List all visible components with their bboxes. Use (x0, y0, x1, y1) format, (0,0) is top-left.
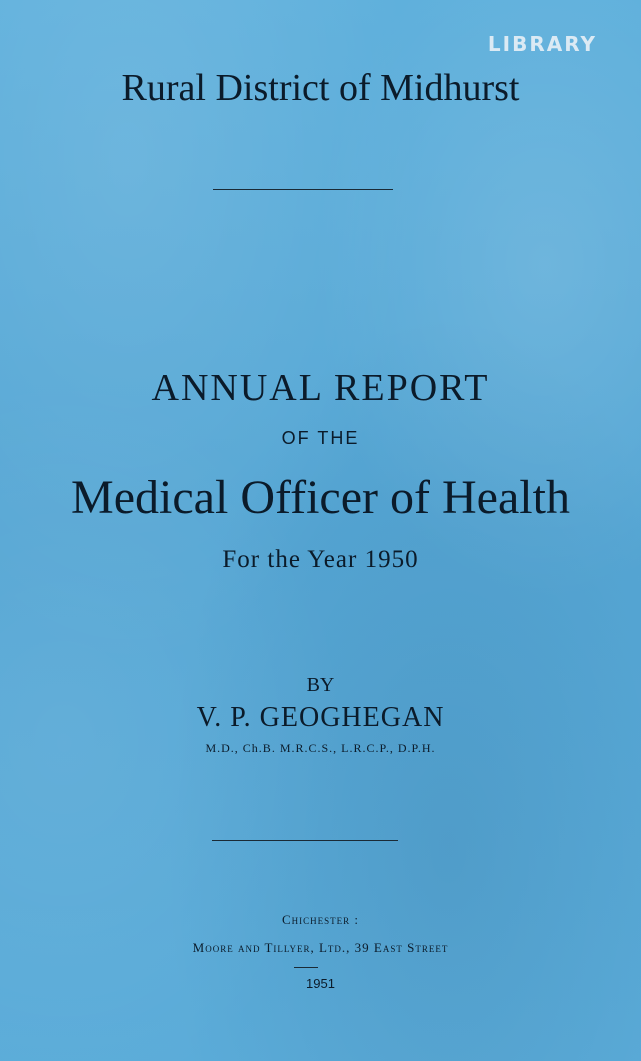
top-divider (213, 189, 393, 190)
report-year: For the Year 1950 (222, 546, 419, 573)
publisher-place: Chichester : (281, 912, 360, 927)
publisher-printer: Moore and Tillyer, Ltd., 39 East Street (192, 940, 449, 955)
publication-year: 1951 (306, 976, 335, 991)
of-the-label: OF THE (281, 428, 360, 448)
district-title: Rural District of Midhurst (121, 67, 520, 109)
by-label: BY (306, 674, 335, 696)
library-stamp: LIBRARY (487, 32, 597, 56)
officer-title: Medical Officer of Health (71, 471, 570, 524)
report-title: ANNUAL REPORT (151, 367, 490, 409)
short-divider (294, 967, 318, 968)
bottom-divider (212, 840, 398, 841)
author-qualifications: M.D., Ch.B. M.R.C.S., L.R.C.P., D.P.H. (205, 741, 436, 755)
author-name: V. P. GEOGHEGAN (196, 702, 445, 733)
